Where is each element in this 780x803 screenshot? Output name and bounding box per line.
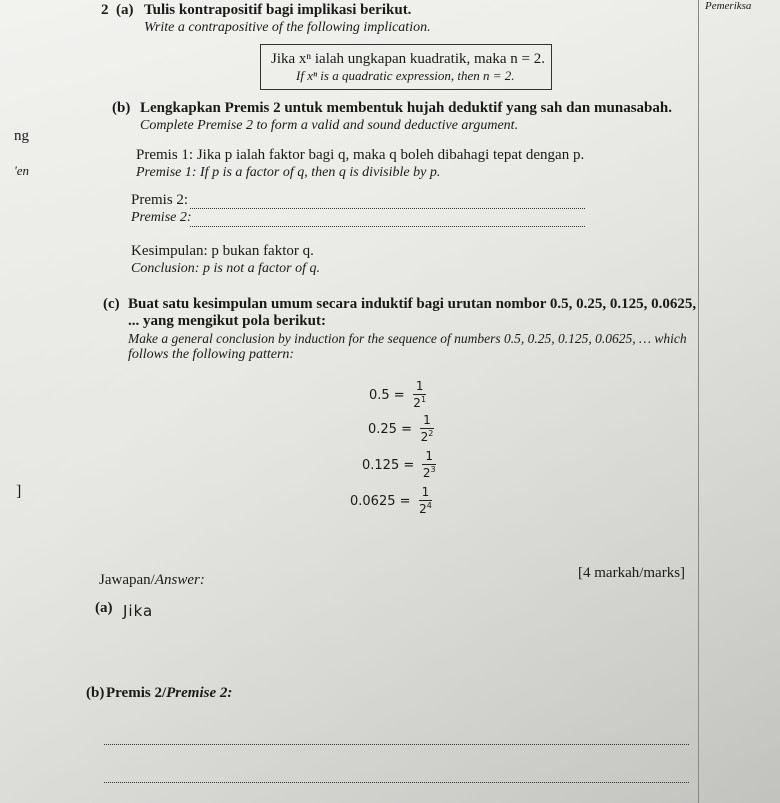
premise2-blank-line-en: [190, 226, 585, 227]
part-c-instruction-ms-2: ... yang mengikut pola berikut:: [128, 313, 326, 329]
part-b-label: (b): [112, 100, 131, 116]
pattern-fraction: $\frac{1}{2^2}$: [420, 413, 434, 444]
marks-label: [4 markah/marks]: [578, 565, 686, 581]
conclusion-en: Conclusion: p is not a factor of q.: [131, 261, 320, 276]
part-a-instruction-en: Write a contrapositive of the following implication.: [144, 20, 431, 35]
answer-heading: Jawapan/Answer:: [99, 572, 205, 588]
answer-a-label: (a): [95, 600, 113, 616]
question-number: 2: [101, 2, 109, 18]
examiner-column-border: [698, 0, 699, 803]
premise2-blank-line: [190, 208, 585, 209]
margin-fragment-ng: ng: [14, 128, 29, 144]
answer-b-line-2[interactable]: [104, 782, 689, 783]
pattern-lhs: 0.5 =: [369, 387, 405, 403]
part-b-instruction-en: Complete Premise 2 to form a valid and sound deductive argument.: [140, 118, 519, 133]
pattern-row: [362, 450, 436, 481]
implication-ms: Jika xⁿ ialah ungkapan kuadratik, maka n = 2.: [271, 51, 545, 67]
premise2-en: Premise 2:: [131, 210, 192, 225]
pattern-fraction: $\frac{1}{2^3}$: [422, 449, 436, 480]
part-c-instruction-ms-1: Buat satu kesimpulan umum secara induktif bagi urutan nombor 0.5, 0.25, 0.125, 0.0625,: [128, 296, 697, 312]
answer-b-label: (b): [86, 685, 105, 701]
part-b-instruction-ms: Lengkapkan Premis 2 untuk membentuk hujah deduktif yang sah dan munasabah.: [140, 100, 672, 116]
answer-b-premise2: Premis 2/Premise 2:: [106, 685, 233, 701]
pattern-row: [350, 486, 432, 517]
answer-b-line-1[interactable]: [104, 744, 689, 745]
pattern-lhs: 0.25 =: [368, 421, 412, 437]
part-c-label: (c): [103, 296, 120, 312]
pattern-fraction: $\frac{1}{2^4}$: [419, 485, 432, 516]
implication-en: If xⁿ is a quadratic expression, then n = 2.: [296, 68, 515, 83]
pattern-lhs: 0.125 =: [362, 457, 415, 473]
margin-fragment-en: 'en: [14, 163, 30, 178]
part-a-label: (a): [116, 2, 134, 18]
pattern-lhs: 0.0625 =: [350, 493, 411, 509]
examiner-label: Pemeriksa: [705, 0, 752, 12]
part-a-instruction-ms: Tulis kontrapositif bagi implikasi berikut.: [144, 2, 412, 18]
part-c-instruction-en-2: follows the following pattern:: [128, 347, 295, 362]
pattern-row: [368, 414, 434, 445]
pattern-row: [369, 380, 426, 411]
answer-a-handwritten: Jika: [123, 602, 154, 620]
premise1-ms: Premis 1: Jika p ialah faktor bagi q, maka q boleh dibahagi tepat dengan p.: [136, 147, 585, 163]
margin-bracket: ]: [16, 483, 22, 500]
part-c-instruction-en-1: Make a general conclusion by induction for the sequence of numbers 0.5, 0.25, 0.125, 0.0625, … which: [128, 331, 687, 346]
conclusion-ms: Kesimpulan: p bukan faktor q.: [131, 243, 314, 259]
premise2-ms: Premis 2:: [131, 192, 189, 208]
pattern-fraction: $\frac{1}{2^1}$: [413, 379, 427, 410]
premise1-en: Premise 1: If p is a factor of q, then q is divisible by p.: [136, 165, 441, 180]
